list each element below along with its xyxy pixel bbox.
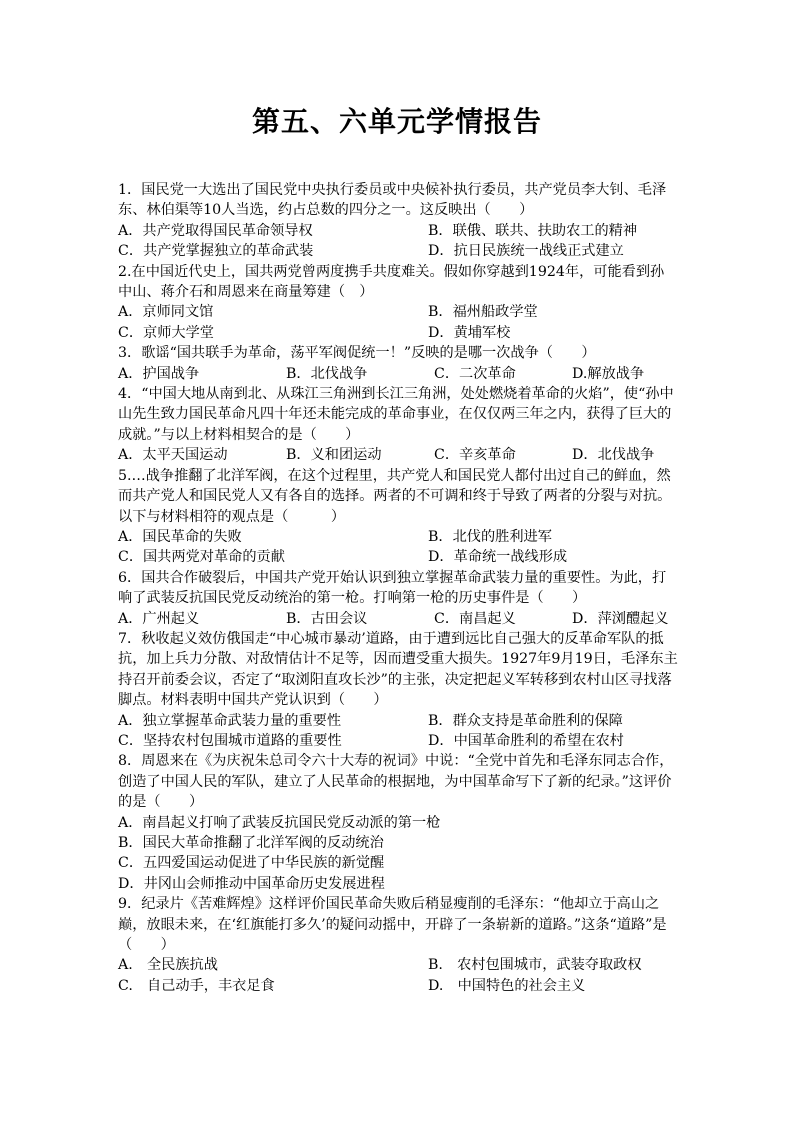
- option-c: C．京师大学堂: [118, 324, 214, 341]
- option-d: D．北伐战争: [572, 447, 655, 464]
- option-a: A．国民革命的失败: [118, 528, 242, 545]
- option-a: A．护国战争: [118, 365, 200, 382]
- option-d: D．中国革命胜利的希望在农村: [428, 732, 624, 749]
- question-stem: 1．国民党一大选出了国民党中央执行委员或中央候补执行委员，共产党员李大钊、毛泽东、林伯渠等10人当选，约占总数的四分之一。这反映出（ ）: [118, 182, 667, 219]
- option-d: D．井冈山会师推动中国革命历史发展进程: [118, 875, 385, 892]
- question-9: [118, 894, 678, 996]
- option-list: [118, 445, 678, 465]
- option-c: C．辛亥革命: [434, 447, 516, 464]
- option-a: A. 全民族抗战: [118, 957, 218, 974]
- option-b: B. 农村包围城市，武装夺取政权: [428, 957, 642, 974]
- option-b: B．义和团运动: [286, 447, 382, 464]
- option-d: D.解放战争: [572, 365, 645, 382]
- option-b: B．福州船政学堂: [428, 304, 538, 321]
- option-c: C．二次革命: [434, 365, 516, 382]
- option-c: C．共产党掌握独立的革命武装: [118, 243, 314, 260]
- question-stem: 7．秋收起义效仿俄国走“中心城市暴动’道路，由于遭到远比自己强大的反革命军队的抵抗，加上兵力分散、对敌情估计不足等，因而遭受重大损失。1927年9月19日，毛泽东主持召开前委会议，否定了“取浏阳直攻长沙”的主张，决定把起义军转移到农村山区寻找落脚点。材料表明中国共产党认识到（ ）: [118, 630, 678, 709]
- option-list: [118, 364, 678, 384]
- option-b: B．北伐的胜利进军: [428, 528, 552, 545]
- option-d: D．革命统一战线形成: [428, 549, 568, 566]
- option-d: D．萍浏醴起义: [572, 610, 669, 627]
- question-6: [118, 568, 678, 629]
- question-stem: 2.在中国近代史上，国共两党曾两度携手共度难关。假如你穿越到1924年，可能看到孙中山、蒋介石和周恩来在商量筹建（ ）: [118, 263, 665, 301]
- option-b: B．古田会议: [286, 610, 368, 627]
- question-stem: 9．纪录片《苦难辉煌》这样评价国民革命失败后稍显瘦削的毛泽东：“他却立于高山之巅，放眼未来，在‘红旗能打多久’的疑问动摇中，开辟了一条崭新的道路。”这条“道路”是（ ）: [118, 896, 667, 954]
- question-1: [118, 180, 678, 262]
- question-7: [118, 629, 678, 751]
- option-list: [118, 711, 678, 752]
- option-a: A．独立掌握革命武装力量的重要性: [118, 712, 342, 729]
- option-a: A．广州起义: [118, 610, 200, 627]
- question-2: [118, 262, 678, 344]
- option-c: C．五四爱国运动促进了中华民族的新觉醒: [118, 855, 385, 872]
- option-d: D．抗日民族统一战线正式建立: [428, 243, 624, 260]
- option-list: [118, 955, 678, 996]
- option-d: D. 中国特色的社会主义: [428, 977, 586, 994]
- question-stem: 8．周恩来在《为庆祝朱总司令六十大寿的祝词》中说：“全党中首先和毛泽东同志合作，创造了中国人民的军队，建立了人民革命的根据地，为中国革命写下了新的纪录。”这评价的是（ ）: [118, 753, 674, 811]
- question-5: [118, 466, 678, 568]
- question-list: [118, 180, 678, 996]
- option-list: [118, 609, 678, 629]
- question-stem: 4．“中国大地从南到北、从珠江三角洲到长江三角洲，处处燃烧着革命的火焰”，使“孙中山先生致力国民革命凡四十年还未能完成的革命事业，在仅仅两三年之内，获得了巨大的成就。”与以上材料相契合的是（ ）: [118, 386, 674, 443]
- option-d: D．黄埔军校: [428, 324, 511, 341]
- option-b: B．北伐战争: [286, 365, 368, 382]
- option-b: B．国民大革命推翻了北洋军阀的反动统治: [118, 835, 384, 851]
- option-c: C. 自己动手，丰衣足食: [118, 977, 275, 994]
- option-a: A．京师同文馆: [118, 304, 214, 321]
- option-c: C．国共两党对革命的贡献: [118, 549, 285, 566]
- question-stem: 3．歌谣“国共联手为革命，荡平军阀促统一！”反映的是哪一次战争（ ）: [118, 345, 596, 362]
- option-a: A．太平天国运动: [118, 447, 228, 464]
- option-list: [118, 813, 678, 895]
- question-8: [118, 751, 678, 894]
- option-a: A．共产党取得国民革命领导权: [118, 222, 313, 239]
- option-list: [118, 221, 678, 262]
- option-b: B．联俄、联共、扶助农工的精神: [428, 222, 638, 239]
- option-list: [118, 527, 678, 568]
- page-title: 第五、六单元学情报告: [251, 105, 542, 138]
- question-4: [118, 384, 678, 466]
- question-3: [118, 343, 678, 384]
- question-stem: 5.…战争推翻了北洋军阀，在这个过程里，共产党人和国民党人都付出过自己的鲜血，然而共产党人和国民党人又有各自的选择。两者的不可调和终于导致了两者的分裂与对抗。以下与材料相符的观点是（ ）: [118, 467, 672, 525]
- option-list: [118, 302, 678, 343]
- option-a: A．南昌起义打响了武装反抗国民党反动派的第一枪: [118, 814, 441, 831]
- option-b: B．群众支持是革命胜利的保障: [428, 712, 623, 729]
- option-c: C．南昌起义: [434, 610, 516, 627]
- question-stem: 6．国共合作破裂后，中国共产党开始认识到独立掌握革命武装力量的重要性。为此，打响了武装反抗国民党反动统治的第一枪。打响第一枪的历史事件是（ ）: [118, 569, 667, 607]
- option-c: C．坚持农村包围城市道路的重要性: [118, 732, 342, 749]
